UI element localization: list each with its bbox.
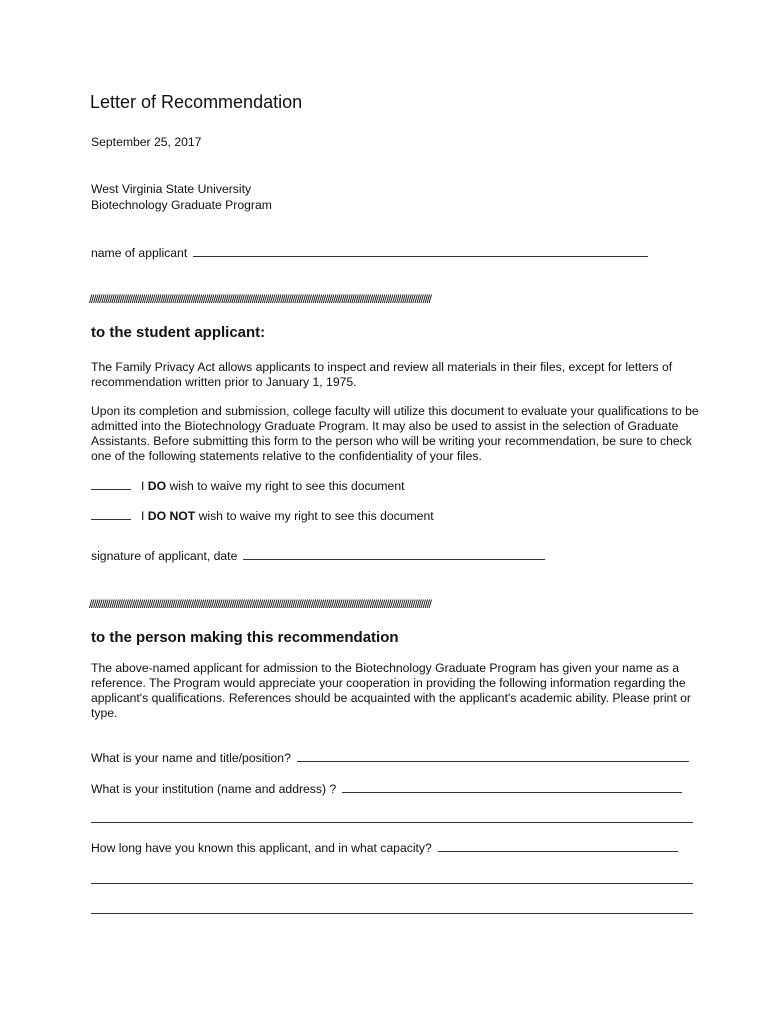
waive-checkbox-blank[interactable] [91, 478, 131, 490]
applicant-name-label: name of applicant [91, 246, 188, 260]
signature-label: signature of applicant, date [91, 549, 238, 563]
privacy-line: The Family Privacy Act allows applicants to inspect and review all materials in their files, except for letters of [91, 360, 673, 374]
signature-row [91, 548, 545, 564]
how-long-field[interactable] [438, 840, 678, 852]
signature-field[interactable] [243, 548, 545, 560]
not-waive-option-row [91, 508, 434, 524]
name-title-field[interactable] [297, 750, 689, 762]
how-long-question: How long have you known this applicant, and in what capacity? [91, 841, 432, 855]
recommender-section-heading: to the person making this recommendation [91, 629, 399, 646]
applicant-name-row [91, 245, 648, 261]
name-title-row [91, 750, 689, 766]
not-waive-option-text: wish to waive my right to see this document [195, 509, 434, 523]
instructions-paragraph [91, 404, 731, 464]
privacy-paragraph [91, 360, 731, 390]
waive-option-prefix: I [141, 479, 148, 493]
student-section-heading: to the student applicant: [91, 324, 266, 341]
not-waive-option-prefix: I [141, 509, 148, 523]
institution-name: West Virginia State University [91, 182, 252, 196]
not-waive-checkbox-blank[interactable] [91, 508, 131, 520]
how-long-field-line-2[interactable] [91, 883, 693, 884]
institution-row [91, 781, 682, 797]
recommender-intro-paragraph [91, 661, 731, 721]
institution-question: What is your institution (name and address) ? [91, 782, 337, 796]
program-name: Biotechnology Graduate Program [91, 198, 272, 212]
applicant-name-field[interactable] [193, 245, 648, 257]
instructions-line: Upon its completion and submission, college faculty will utilize this document to evaluate your qualifications to be [91, 404, 699, 418]
institution-field[interactable] [342, 781, 682, 793]
document-title: Letter of Recommendation [90, 92, 303, 112]
intro-line: reference. The Program would appreciate your cooperation in providing the following information regarding the [91, 676, 686, 690]
intro-line: The above-named applicant for admission to the Biotechnology Graduate Program has given your name as a [91, 661, 680, 675]
intro-line: applicant's qualifications. References should be acquainted with the applicant's academic ability. Please print or [91, 691, 691, 705]
instructions-line: one of the following statements relative to the confidentiality of your files. [91, 449, 482, 463]
instructions-line: Assistants. Before submitting this form to the person who will be writing your recommendation, be sure to check [91, 434, 692, 448]
waive-option-emphasis: DO [147, 479, 167, 493]
section-divider-top: //////////////////////////////////////////////////////////////////////////////////////////////////////////////////////////////////////////////////////////////////////// [89, 292, 431, 306]
document-date: September 25, 2017 [91, 135, 202, 149]
not-waive-option-emphasis: DO NOT [147, 509, 196, 523]
waive-option-row [91, 478, 405, 494]
institution-field-line-2[interactable] [91, 822, 693, 823]
waive-option-text: wish to waive my right to see this document [166, 479, 405, 493]
name-title-question: What is your name and title/position? [91, 751, 291, 765]
how-long-row [91, 840, 678, 856]
instructions-line: admitted into the Biotechnology Graduate Program. It may also be used to assist in the selection of Graduate [91, 419, 679, 433]
how-long-field-line-3[interactable] [91, 913, 693, 914]
privacy-line: recommendation written prior to January 1, 1975. [91, 375, 357, 389]
section-divider-bottom: //////////////////////////////////////////////////////////////////////////////////////////////////////////////////////////////////////////////////////////////////////// [89, 597, 431, 611]
intro-line: type. [91, 706, 118, 720]
